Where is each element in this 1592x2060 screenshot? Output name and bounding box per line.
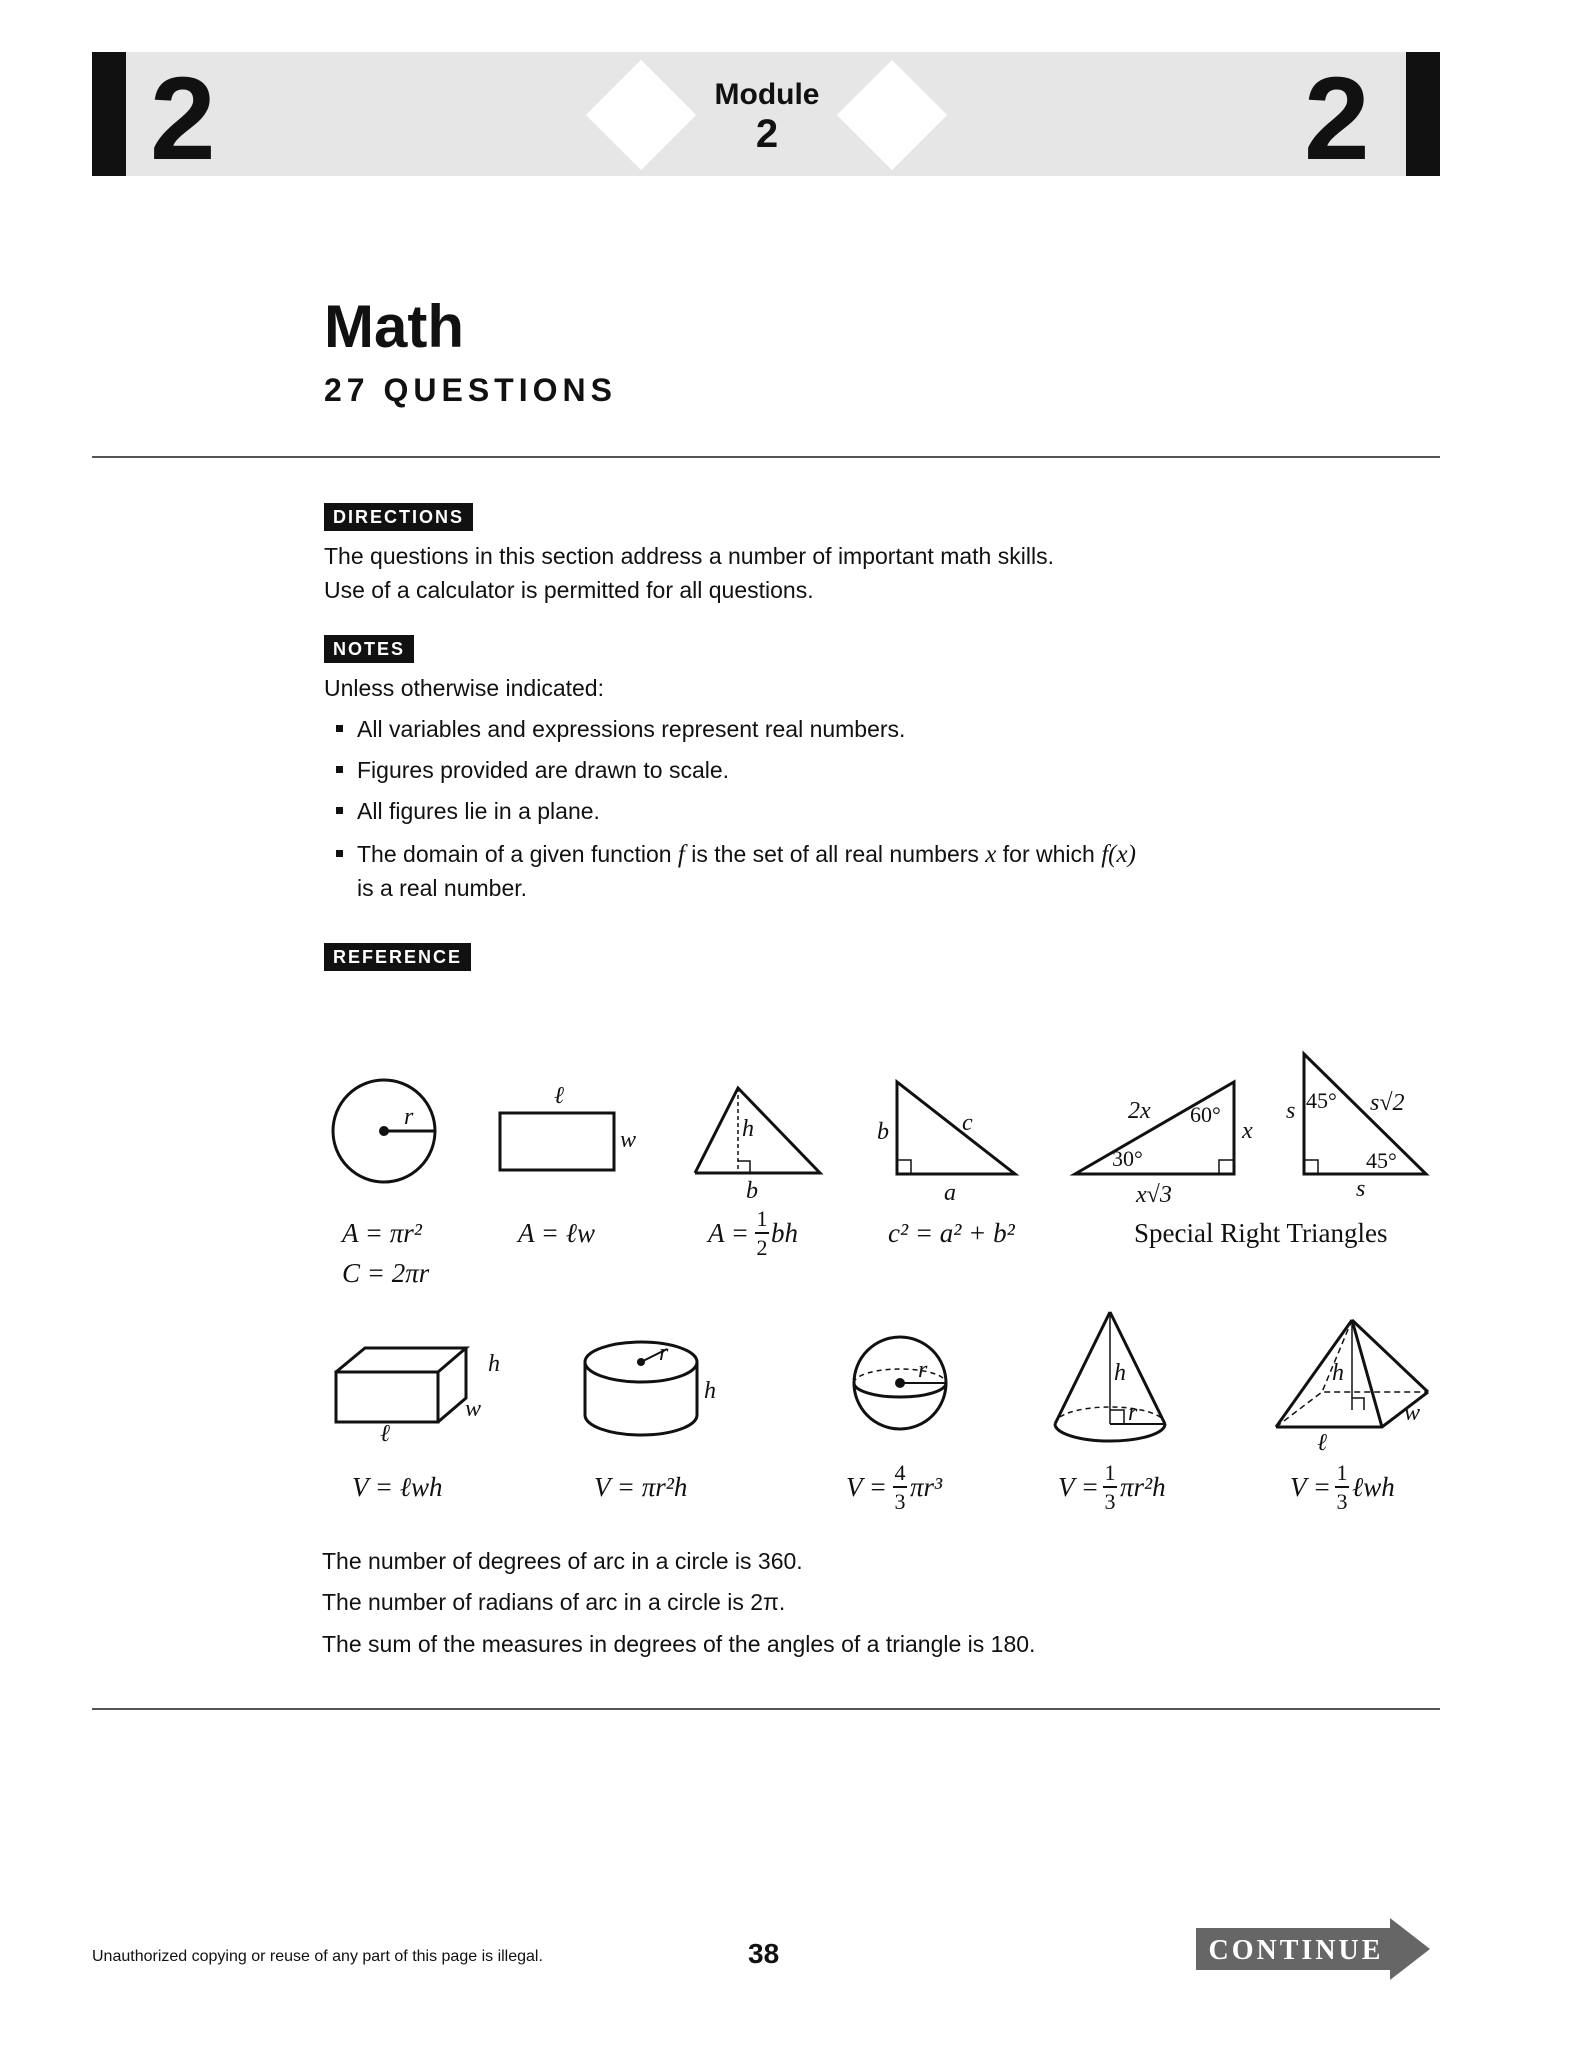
triangle-area-prefix: A =: [708, 1218, 749, 1248]
triangle-fraction-num: 1: [756, 1206, 768, 1231]
pythagorean-formula: c² = a² + b²: [888, 1218, 1015, 1248]
sphere-volume-suffix: πr³: [910, 1472, 943, 1502]
label-60-deg: 60°: [1190, 1102, 1221, 1127]
pyramid-h-label: h: [1332, 1360, 1344, 1386]
cone-volume-suffix: πr²h: [1120, 1472, 1166, 1502]
directions-tag: DIRECTIONS: [324, 503, 473, 531]
cylinder-volume-formula: V = πr²h: [594, 1472, 688, 1502]
notes-tag: NOTES: [324, 635, 414, 663]
sphere-fraction-num: 4: [894, 1460, 906, 1485]
reference-fact: The number of degrees of arc in a circle is 360.: [322, 1548, 803, 1574]
circle-area-formula: A = πr²: [342, 1218, 422, 1248]
label-45-deg-bottom: 45°: [1366, 1148, 1397, 1173]
reference-fact: The number of radians of arc in a circle is 2π.: [322, 1589, 786, 1615]
note-text: Figures provided are drawn to scale.: [357, 757, 730, 783]
rectangle-l-label: ℓ: [554, 1083, 564, 1109]
circle-r-label: r: [404, 1104, 414, 1130]
box-figure: [336, 1348, 466, 1422]
label-s-left: s: [1286, 1098, 1296, 1124]
label-x: x: [1242, 1118, 1253, 1144]
pyramid-fraction-num: 1: [1336, 1460, 1348, 1485]
triangle-h-label: h: [742, 1116, 754, 1142]
label-x-root3: x√3: [1136, 1182, 1172, 1208]
pyramid-volume-suffix: ℓwh: [1352, 1472, 1395, 1502]
label-2x: 2x: [1128, 1098, 1151, 1124]
cone-volume-prefix: V =: [1058, 1472, 1099, 1502]
rectangle-figure: [500, 1113, 614, 1170]
reference-tag: REFERENCE: [324, 943, 471, 971]
label-45-deg-top: 45°: [1306, 1088, 1337, 1113]
box-h-label: h: [488, 1351, 500, 1377]
reference-fact: The sum of the measures in degrees of the angles of a triangle is 180.: [322, 1631, 1036, 1657]
right-triangle-figure: [897, 1082, 1015, 1174]
page-number: 38: [748, 1938, 780, 1969]
triangle-area-suffix: bh: [771, 1218, 798, 1248]
triangle-45-45-90: [1304, 1054, 1426, 1174]
triangle-30-60-90-angle-mark: [1219, 1160, 1234, 1174]
triangle-right-angle: [738, 1161, 750, 1173]
copyright-notice: Unauthorized copying or reuse of any part of this page is illegal.: [92, 1948, 543, 1965]
cylinder-r-label: r: [659, 1340, 669, 1366]
cone-fraction-num: 1: [1104, 1460, 1116, 1485]
circle-center-dot: [379, 1126, 389, 1136]
note-continuation: is a real number.: [357, 875, 528, 901]
pyramid-fraction-den: 3: [1336, 1489, 1348, 1514]
section-title: Math: [324, 293, 464, 360]
note-text: All figures lie in a plane.: [357, 798, 600, 824]
notes-intro: Unless otherwise indicated:: [324, 675, 604, 701]
divider-bottom: [92, 1708, 1440, 1710]
box-l-label: ℓ: [380, 1421, 390, 1447]
cylinder-figure: [585, 1342, 697, 1435]
triangle-figure: [695, 1088, 820, 1173]
note-text: is the set of all real numbers: [684, 841, 986, 867]
cylinder-center-dot: [637, 1358, 645, 1366]
right-triangle-a-label: a: [944, 1180, 956, 1206]
label-30-deg: 30°: [1112, 1146, 1143, 1171]
box-w-label: w: [465, 1396, 482, 1422]
directions-line-2: Use of a calculator is permitted for all questions.: [324, 577, 814, 603]
label-s-bottom: s: [1356, 1176, 1366, 1202]
right-triangle-c-label: c: [962, 1110, 973, 1136]
right-triangle-angle-mark: [897, 1160, 911, 1174]
box-volume-formula: V = ℓwh: [352, 1472, 443, 1502]
note-text: The domain of a given function: [357, 841, 678, 867]
rectangle-area-formula: A = ℓw: [518, 1218, 595, 1248]
cone-fraction-den: 3: [1104, 1489, 1116, 1514]
triangle-b-label: b: [746, 1178, 758, 1204]
triangle-45-angle-mark: [1304, 1160, 1318, 1174]
module-number: 2: [755, 112, 779, 156]
triangle-30-60-90: [1075, 1082, 1234, 1174]
sphere-center-dot: [895, 1378, 905, 1388]
rectangle-w-label: w: [620, 1127, 637, 1153]
cone-r-label: r: [1128, 1400, 1138, 1426]
continue-label: CONTINUE: [1208, 1935, 1384, 1966]
module-label: Module: [714, 78, 820, 111]
sphere-fraction-den: 3: [894, 1489, 906, 1514]
directions-line-1: The questions in this section address a number of important math skills.: [324, 543, 1054, 569]
note-var-x: x: [985, 841, 997, 868]
circle-circumference-formula: C = 2πr: [342, 1258, 430, 1288]
sphere-r-label: r: [918, 1357, 928, 1383]
continue-button[interactable]: [1196, 1918, 1430, 1980]
note-text: All variables and expressions represent real numbers.: [357, 716, 906, 742]
label-s-root2: s√2: [1370, 1090, 1405, 1116]
note-var-fx: f(x): [1101, 841, 1136, 868]
cylinder-h-label: h: [704, 1378, 716, 1404]
pyramid-w-label: w: [1404, 1400, 1421, 1426]
note-text: for which: [996, 841, 1102, 867]
triangle-fraction-den: 2: [756, 1235, 768, 1260]
section-number-left: 2: [150, 53, 216, 185]
cone-h-label: h: [1114, 1360, 1126, 1386]
pyramid-l-label: ℓ: [1317, 1430, 1327, 1456]
right-triangle-b-label: b: [877, 1119, 889, 1145]
question-count: 27 QUESTIONS: [324, 372, 617, 408]
cone-figure: [1055, 1312, 1165, 1441]
pyramid-volume-prefix: V =: [1290, 1472, 1331, 1502]
note-var-f: f: [677, 841, 685, 868]
special-right-triangles-label: Special Right Triangles: [1134, 1218, 1388, 1248]
section-number-right: 2: [1304, 53, 1370, 185]
sphere-volume-prefix: V =: [846, 1472, 887, 1502]
